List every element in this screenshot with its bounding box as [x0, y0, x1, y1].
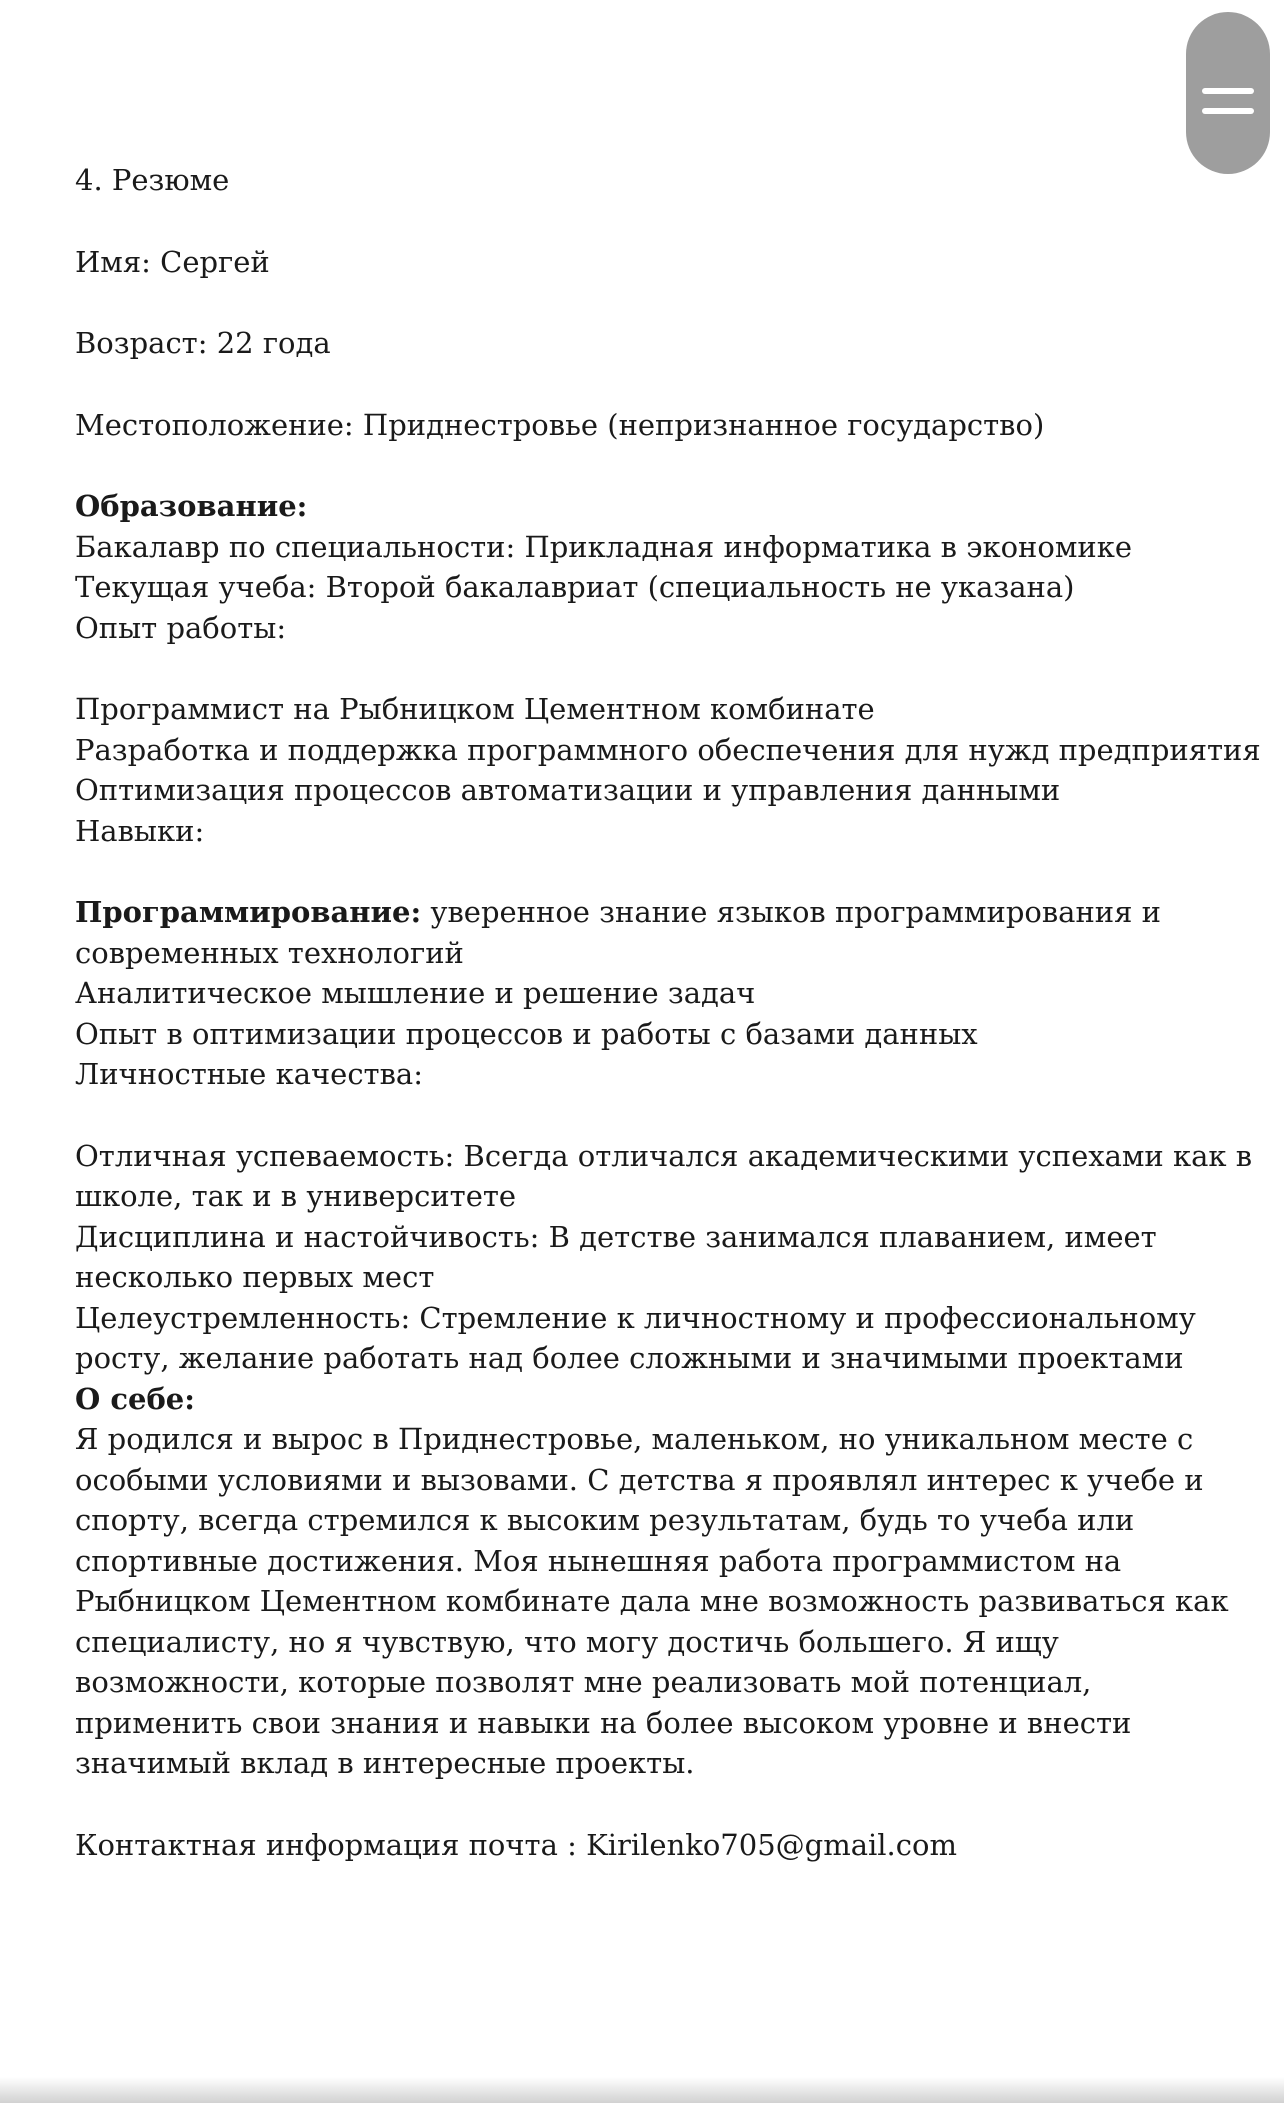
resume-name: Имя: Сергей	[75, 244, 270, 279]
education-line: Бакалавр по специальности: Прикладная информатика в экономике	[75, 529, 1133, 564]
about-line: спорту, всегда стремился к высоким результатам, будь то учеба или	[75, 1503, 1135, 1537]
about-line: специалисту, но я чувствую, что могу достичь большего. Я ищу	[75, 1624, 1059, 1659]
qualities-line: Целеустремленность: Стремление к личностному и профессиональному	[75, 1300, 1196, 1335]
contact-info: Контактная информация почта : Kirilenko705@gmail.com	[75, 1827, 957, 1862]
qualities-line: Отличная успеваемость: Всегда отличался академическими успехами как в	[75, 1138, 1253, 1173]
education-line: Текущая учеба: Второй бакалавриат (специальность не указана)	[75, 570, 1075, 604]
skills-line: Опыт в оптимизации процессов и работы с базами данных	[75, 1016, 978, 1051]
hamburger-menu-icon	[1202, 88, 1254, 94]
about-line: Я родился и вырос в Приднестровье, маленьком, но уникальном месте с	[75, 1422, 1194, 1456]
qualities-heading: Личностные качества:	[75, 1057, 423, 1091]
education-heading: Образование:	[75, 489, 308, 523]
skills-programming-label: Программирование:	[75, 895, 422, 929]
about-heading: О себе:	[75, 1381, 195, 1416]
bottom-edge-shadow	[0, 2077, 1284, 2103]
experience-heading: Опыт работы:	[75, 610, 287, 645]
about-line: значимый вклад в интересные проекты.	[75, 1746, 695, 1780]
resume-age: Возраст: 22 года	[75, 326, 331, 360]
about-line: особыми условиями и вызовами. С детства я проявлял интерес к учебе и	[75, 1462, 1204, 1497]
skills-programming-continued: современных технологий	[75, 935, 464, 970]
experience-line: Оптимизация процессов автоматизации и управления данными	[75, 773, 1061, 807]
qualities-line: школе, так и в университете	[75, 1179, 517, 1213]
experience-line: Разработка и поддержка программного обеспечения для нужд предприятия	[75, 732, 1261, 767]
skills-programming	[75, 892, 1205, 933]
about-line: возможности, которые позволят мне реализовать мой потенциал,	[75, 1665, 1092, 1699]
skills-programming-text: уверенное знание языков программирования и	[421, 895, 1161, 929]
about-line: спортивные достижения. Моя нынешняя работа программистом на	[75, 1543, 1122, 1578]
about-line: применить свои знания и навыки на более высоком уровне и внести	[75, 1705, 1132, 1740]
about-line: Рыбницком Цементном комбинате дала мне возможность развиваться как	[75, 1584, 1229, 1618]
hamburger-menu-icon-bar	[1202, 108, 1254, 114]
menu-button[interactable]	[1186, 12, 1270, 174]
resume-location: Местоположение: Приднестровье (непризнанное государство)	[75, 407, 1045, 442]
skills-heading: Навыки:	[75, 813, 205, 848]
qualities-line: росту, желание работать над более сложными и значимыми проектами	[75, 1341, 1184, 1375]
qualities-line: Дисциплина и настойчивость: В детстве занимался плаванием, имеет	[75, 1219, 1157, 1254]
qualities-line: несколько первых мест	[75, 1260, 435, 1294]
resume-document	[75, 160, 1261, 1865]
experience-line: Программист на Рыбницком Цементном комбинате	[75, 692, 875, 726]
skills-line: Аналитическое мышление и решение задач	[75, 976, 756, 1010]
resume-title: 4. Резюме	[75, 163, 230, 197]
